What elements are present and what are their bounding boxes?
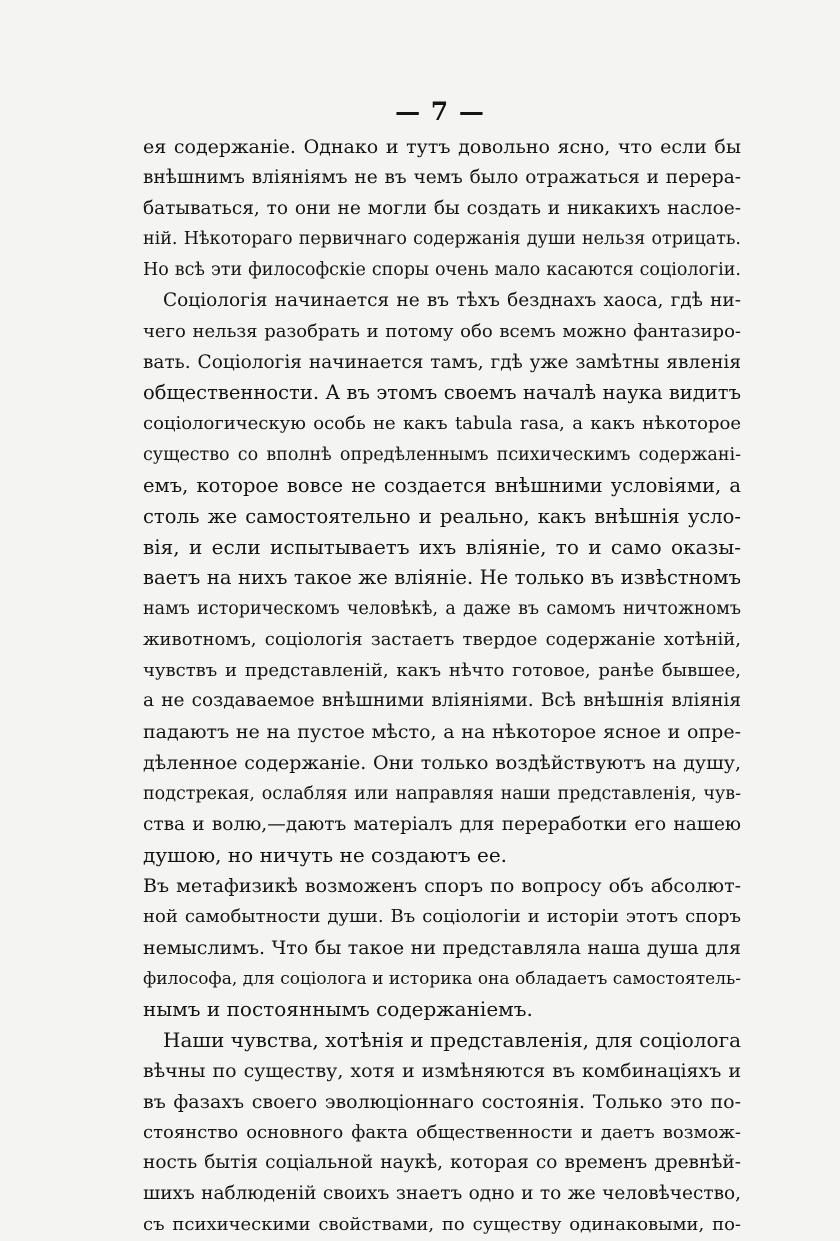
text-line: Въ метафизикѣ возможенъ споръ по вопросу объ абсолют- (143, 875, 741, 898)
text-line: а не создаваемое внѣшними вліяніями. Всѣ внѣшнія вліянія (143, 690, 741, 712)
text-line: вія, и если испытываетъ ихъ вліяніе, то и само оказы- (143, 535, 741, 560)
body-text (143, 132, 741, 1241)
text-line: ства и волю,—даютъ матеріалъ для переработки его нашею (143, 813, 741, 835)
text-line: ній. Нѣкотораго первичнаго содержанія души нельзя отрицать. (143, 229, 741, 250)
text-line: ность бытія соціальной наукѣ, которая со временъ древнѣй- (143, 1152, 741, 1174)
text-line: Но всѣ эти философскіе споры очень мало касаются соціологіи. (143, 260, 741, 281)
text-line: дѣленное содержаніе. Они только воздѣйствуютъ на душу, (143, 751, 741, 774)
text-line: ея содержаніе. Однако и тутъ довольно ясно, что если бы (143, 136, 741, 158)
paragraph-2 (143, 286, 741, 871)
text-line: нымъ и постояннымъ содержаніемъ. (143, 997, 533, 1022)
text-line: Соціологія начинается не въ тѣхъ безднахъ хаоса, гдѣ ни- (163, 289, 741, 311)
text-line: шихъ наблюденій своихъ знаетъ одно и то же человѣчество, (143, 1183, 741, 1205)
text-line: намъ историческомъ человѣкѣ, а даже въ самомъ ничтожномъ (143, 598, 741, 619)
text-line: съ психическими свойствами, по существу одинаковыми, по- (143, 1213, 741, 1235)
text-line: емъ, которое вовсе не создается внѣшними условіями, а (143, 473, 741, 497)
text-line: ной самобытности души. Въ соціологіи и исторіи этотъ споръ (143, 905, 741, 927)
text-line: немыслимъ. Что бы такое ни представляла наша душа для (143, 936, 741, 959)
text-line: ваетъ на нихъ такое же вліяніе. Не только въ извѣстномъ (143, 566, 741, 590)
paragraph-3 (143, 871, 741, 1025)
text-line: общественности. А въ этомъ своемъ началѣ наука видитъ (143, 381, 741, 405)
text-line: вать. Соціологія начинается тамъ, гдѣ уже замѣтны явленія (143, 351, 741, 373)
text-line: стоянство основного факта общественности и даетъ возмож- (143, 1121, 741, 1143)
text-line: батываться, то они не могли бы создать и никакихъ наслое- (143, 197, 741, 219)
paragraph-1 (143, 132, 741, 286)
text-line: внѣшнимъ вліяніямъ не въ чемъ было отражаться и перера- (143, 166, 741, 188)
text-line: душою, но ничуть не создаютъ ее. (143, 843, 508, 868)
text-line: существо со вполнѣ опредѣленнымъ психическимъ содержані- (143, 444, 741, 465)
text-line: чего нельзя разобрать и потому обо всемъ можно фантазиро- (143, 320, 741, 342)
text-line: животномъ, соціологія застаетъ твердое содержаніе хотѣній, (143, 628, 741, 650)
text-line: вѣчны по существу, хотя и измѣняются въ комбинаціяхъ и (143, 1059, 741, 1082)
text-line: чувствъ и представленій, какъ нѣчто готовое, ранѣе бывшее, (143, 659, 741, 681)
page-number: — 7 — (395, 97, 485, 126)
paragraph-4 (143, 1025, 741, 1241)
text-line: соціологическую особь не какъ tabula rasa, а какъ нѣкоторое (143, 413, 741, 435)
text-line: въ фазахъ своего эволюціоннаго состоянія. Только это по- (143, 1090, 741, 1113)
text-line: философа, для соціолога и историка она обладаетъ самостоятель- (143, 968, 741, 989)
text-line: Наши чувства, хотѣнія и представленія, для соціолога (163, 1028, 741, 1053)
text-line: падаютъ не на пустое мѣсто, а на нѣкоторое ясное и опре- (143, 721, 741, 744)
text-line: подстрекая, ослабляя или направляя наши представленія, чув- (143, 783, 741, 804)
text-line: столь же самостоятельно и реально, какъ внѣшнія усло- (143, 504, 741, 528)
